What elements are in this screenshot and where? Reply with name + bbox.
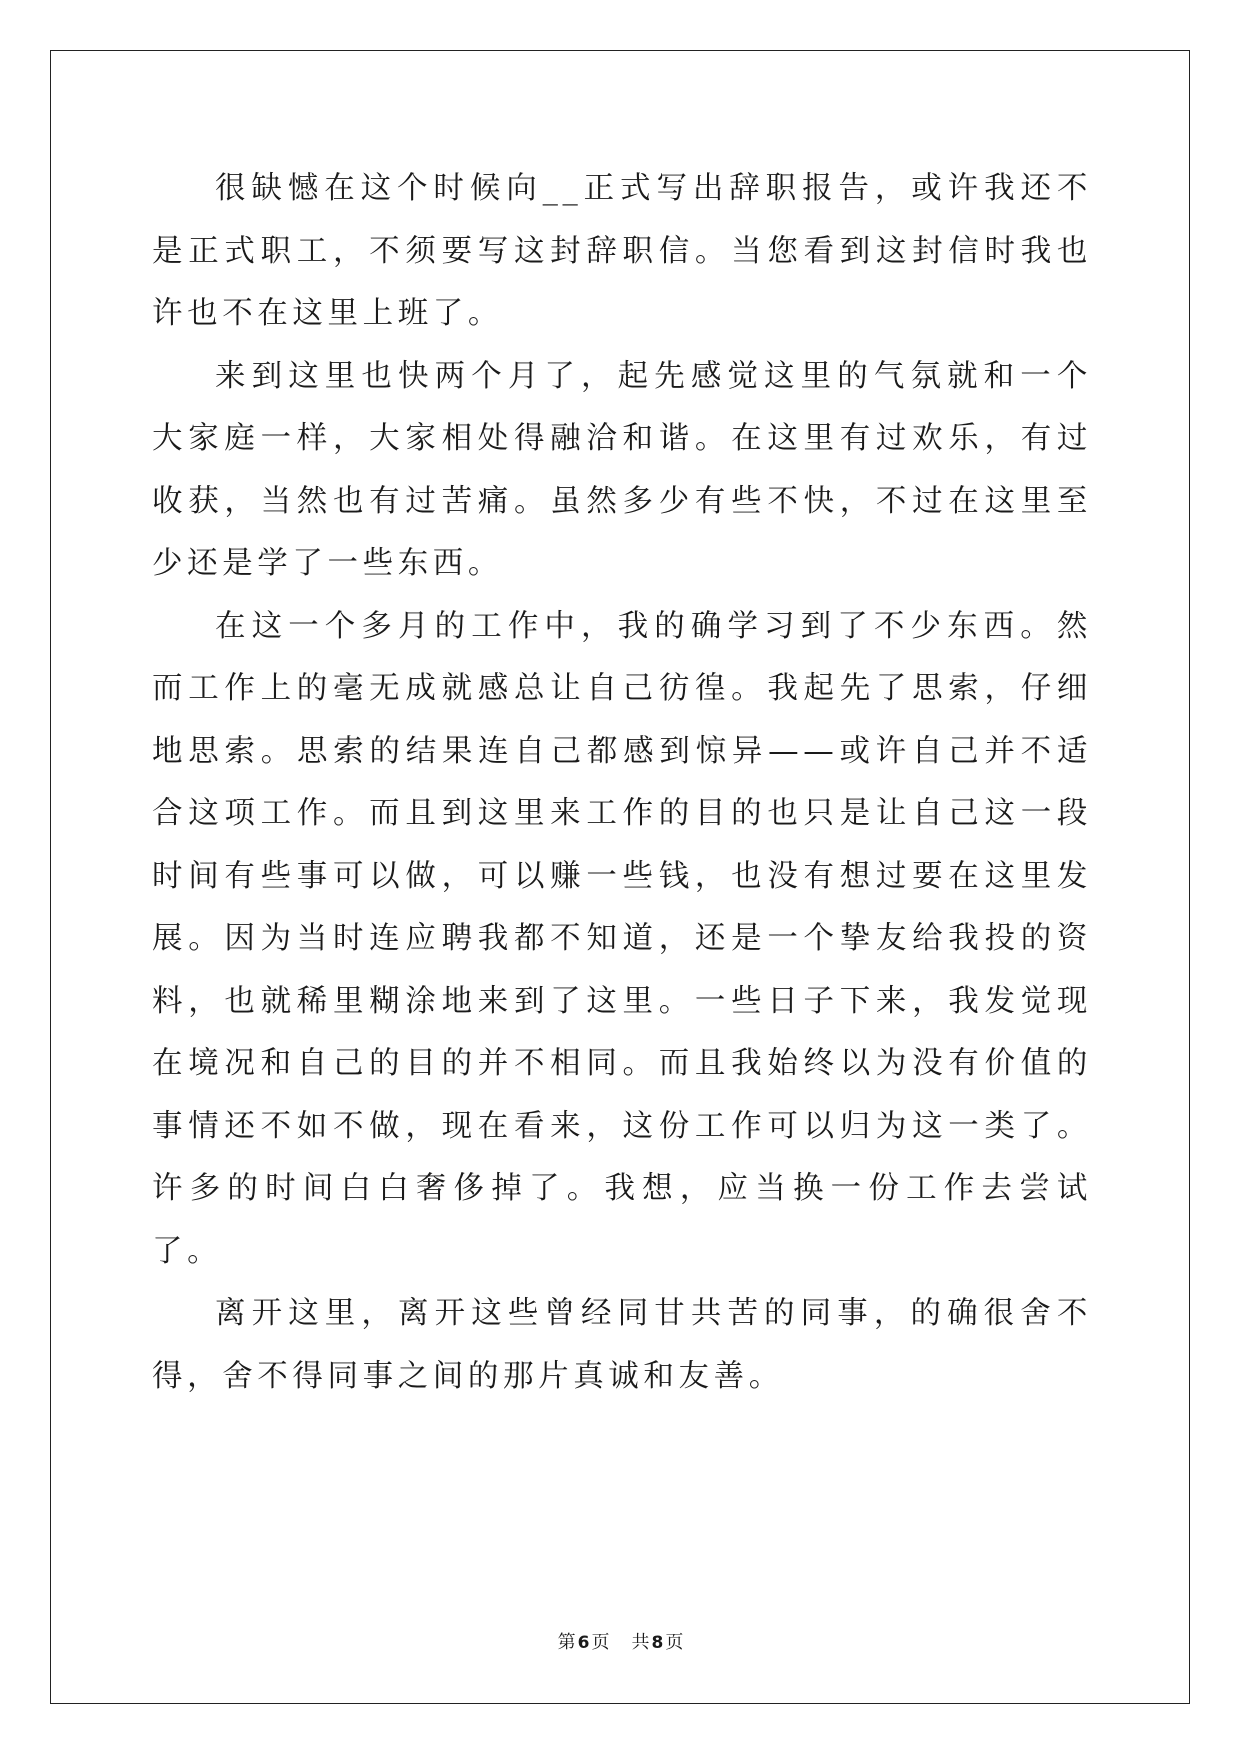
page-prefix: 第 [557,1632,576,1653]
page-footer [0,1628,1241,1654]
document-body [152,158,1092,1408]
paragraph-4: 离开这里，离开这些曾经同甘共苦的同事，的确很舍不得，舍不得同事之间的那片真诚和友善。 [152,1296,1092,1394]
paragraph-3: 在这一个多月的工作中，我的确学习到了不少东西。然而工作上的毫无成就感总让自己彷徨。我起先了思索，仔细地思索。思索的结果连自己都感到惊异——或许自己并不适合这项工作。而且到这里来工作的目的也只是让自己这一段时间有些事可以做，可以赚一些钱，也没有想过要在这里发展。因为当时连应聘我都不知道，还是一个挚友给我投的资料，也就稀里糊涂地来到了这里。一些日子下来，我发觉现在境况和自己的目的并不相同。而且我始终以为没有价值的事情还不如不做，现在看来，这份工作可以归为这一类了。许多的时间白白奢侈掉了。我想，应当换一份工作去尝试了。 [152,608,1092,1269]
total-pages: 8 [651,1633,664,1653]
page-number: 6 [577,1633,590,1653]
total-suffix: 页 [665,1632,684,1653]
total-prefix: 共 [631,1632,650,1653]
page-suffix: 页 [591,1632,610,1653]
paragraph-1: 很缺憾在这个时候向__正式写出辞职报告，或许我还不是正式职工，不须要写这封辞职信。当您看到这封信时我也许也不在这里上班了。 [152,171,1092,331]
paragraph-2: 来到这里也快两个月了，起先感觉这里的气氛就和一个大家庭一样，大家相处得融洽和谐。在这里有过欢乐，有过收获，当然也有过苦痛。虽然多少有些不快，不过在这里至少还是学了一些东西。 [152,358,1092,581]
